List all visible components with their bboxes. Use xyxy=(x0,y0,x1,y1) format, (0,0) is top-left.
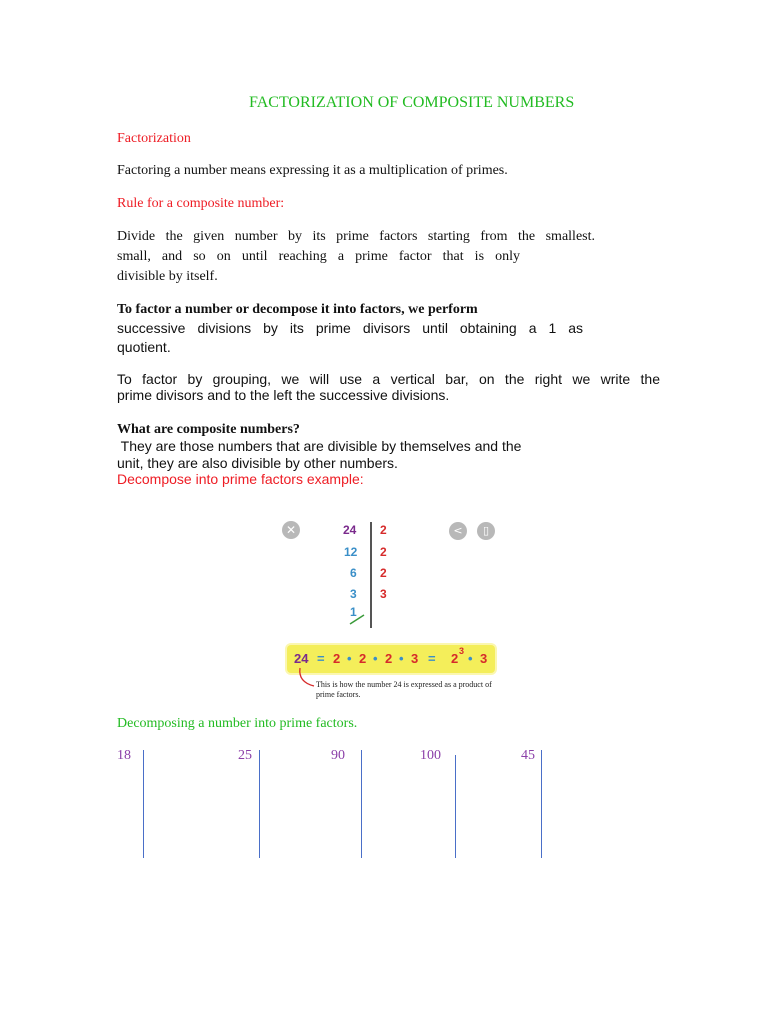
decompose-bold-line: To factor a number or decompose it into factors, we perform xyxy=(117,302,478,317)
exercise-bar-1 xyxy=(143,750,144,858)
quotient-6: 6 xyxy=(350,566,357,580)
exercise-number-25: 25 xyxy=(238,748,252,763)
factorization-heading: Factorization xyxy=(117,131,191,146)
eq-factor-3: 2 xyxy=(385,651,393,666)
eq-last: 3 xyxy=(480,651,488,666)
composite-question: What are composite numbers? xyxy=(117,422,300,437)
exercise-number-90: 90 xyxy=(331,748,345,763)
decompose-line-1: successive divisions by its prime divisors until obtaining a 1 as xyxy=(117,320,583,336)
eq-dot-1: • xyxy=(347,651,352,666)
factorization-definition: Factoring a number means expressing it as a multiplication of primes. xyxy=(117,163,508,178)
composite-line-1: They are those numbers that are divisible by themselves and the xyxy=(117,438,522,454)
quotient-3: 3 xyxy=(350,587,357,601)
eq-exponent: 3 xyxy=(459,646,465,656)
exercise-bar-2 xyxy=(259,750,260,858)
example-caption: This is how the number 24 is expressed as a product of prime factors. xyxy=(316,680,492,699)
eq-number: 24 xyxy=(294,651,309,666)
divisor-2: 2 xyxy=(380,545,387,559)
grouping-line-1: To factor by grouping, we will use a vertical bar, on the right we write the xyxy=(117,371,660,387)
eq-dot-3: • xyxy=(399,651,404,666)
share-icon[interactable]: < xyxy=(449,522,467,540)
exercise-number-100: 100 xyxy=(420,748,441,763)
exercise-bar-5 xyxy=(541,750,542,858)
rule-line-1: Divide the given number by its prime factors starting from the smallest. xyxy=(117,229,595,244)
page-title: FACTORIZATION OF COMPOSITE NUMBERS xyxy=(249,94,575,111)
eq-sign-1: = xyxy=(317,651,325,666)
quotient-1: 1 xyxy=(350,605,357,619)
division-bar xyxy=(370,522,372,628)
divisor-1: 2 xyxy=(380,523,387,537)
exercise-bar-4 xyxy=(455,755,456,858)
example-heading: Decompose into prime factors example: xyxy=(117,471,364,487)
divisor-3: 2 xyxy=(380,566,387,580)
eq-base: 2 xyxy=(451,651,459,666)
divisor-4: 3 xyxy=(380,587,387,601)
grouping-line-2: prime divisors and to the left the successive divisions. xyxy=(117,387,450,403)
rule-line-3: divisible by itself. xyxy=(117,269,218,284)
eq-dot-2: • xyxy=(373,651,378,666)
quotient-12: 12 xyxy=(344,545,358,559)
rule-heading: Rule for a composite number: xyxy=(117,196,285,211)
close-icon[interactable]: ✕ xyxy=(282,521,300,539)
bookmark-icon[interactable]: ▯ xyxy=(477,522,495,540)
eq-factor-1: 2 xyxy=(333,651,341,666)
exercise-bar-3 xyxy=(361,750,362,858)
exercise-heading: Decomposing a number into prime factors. xyxy=(117,716,358,731)
eq-factor-2: 2 xyxy=(359,651,367,666)
eq-sign-2: = xyxy=(428,651,436,666)
eq-dot-4: • xyxy=(468,651,473,666)
composite-line-2: unit, they are also divisible by other numbers. xyxy=(117,455,398,471)
decompose-line-2: quotient. xyxy=(117,339,171,355)
eq-factor-4: 3 xyxy=(411,651,419,666)
quotient-24: 24 xyxy=(343,523,357,537)
rule-line-2: small, and so on until reaching a prime factor that is only xyxy=(117,249,520,264)
exercise-number-18: 18 xyxy=(117,748,131,763)
exercise-number-45: 45 xyxy=(521,748,535,763)
